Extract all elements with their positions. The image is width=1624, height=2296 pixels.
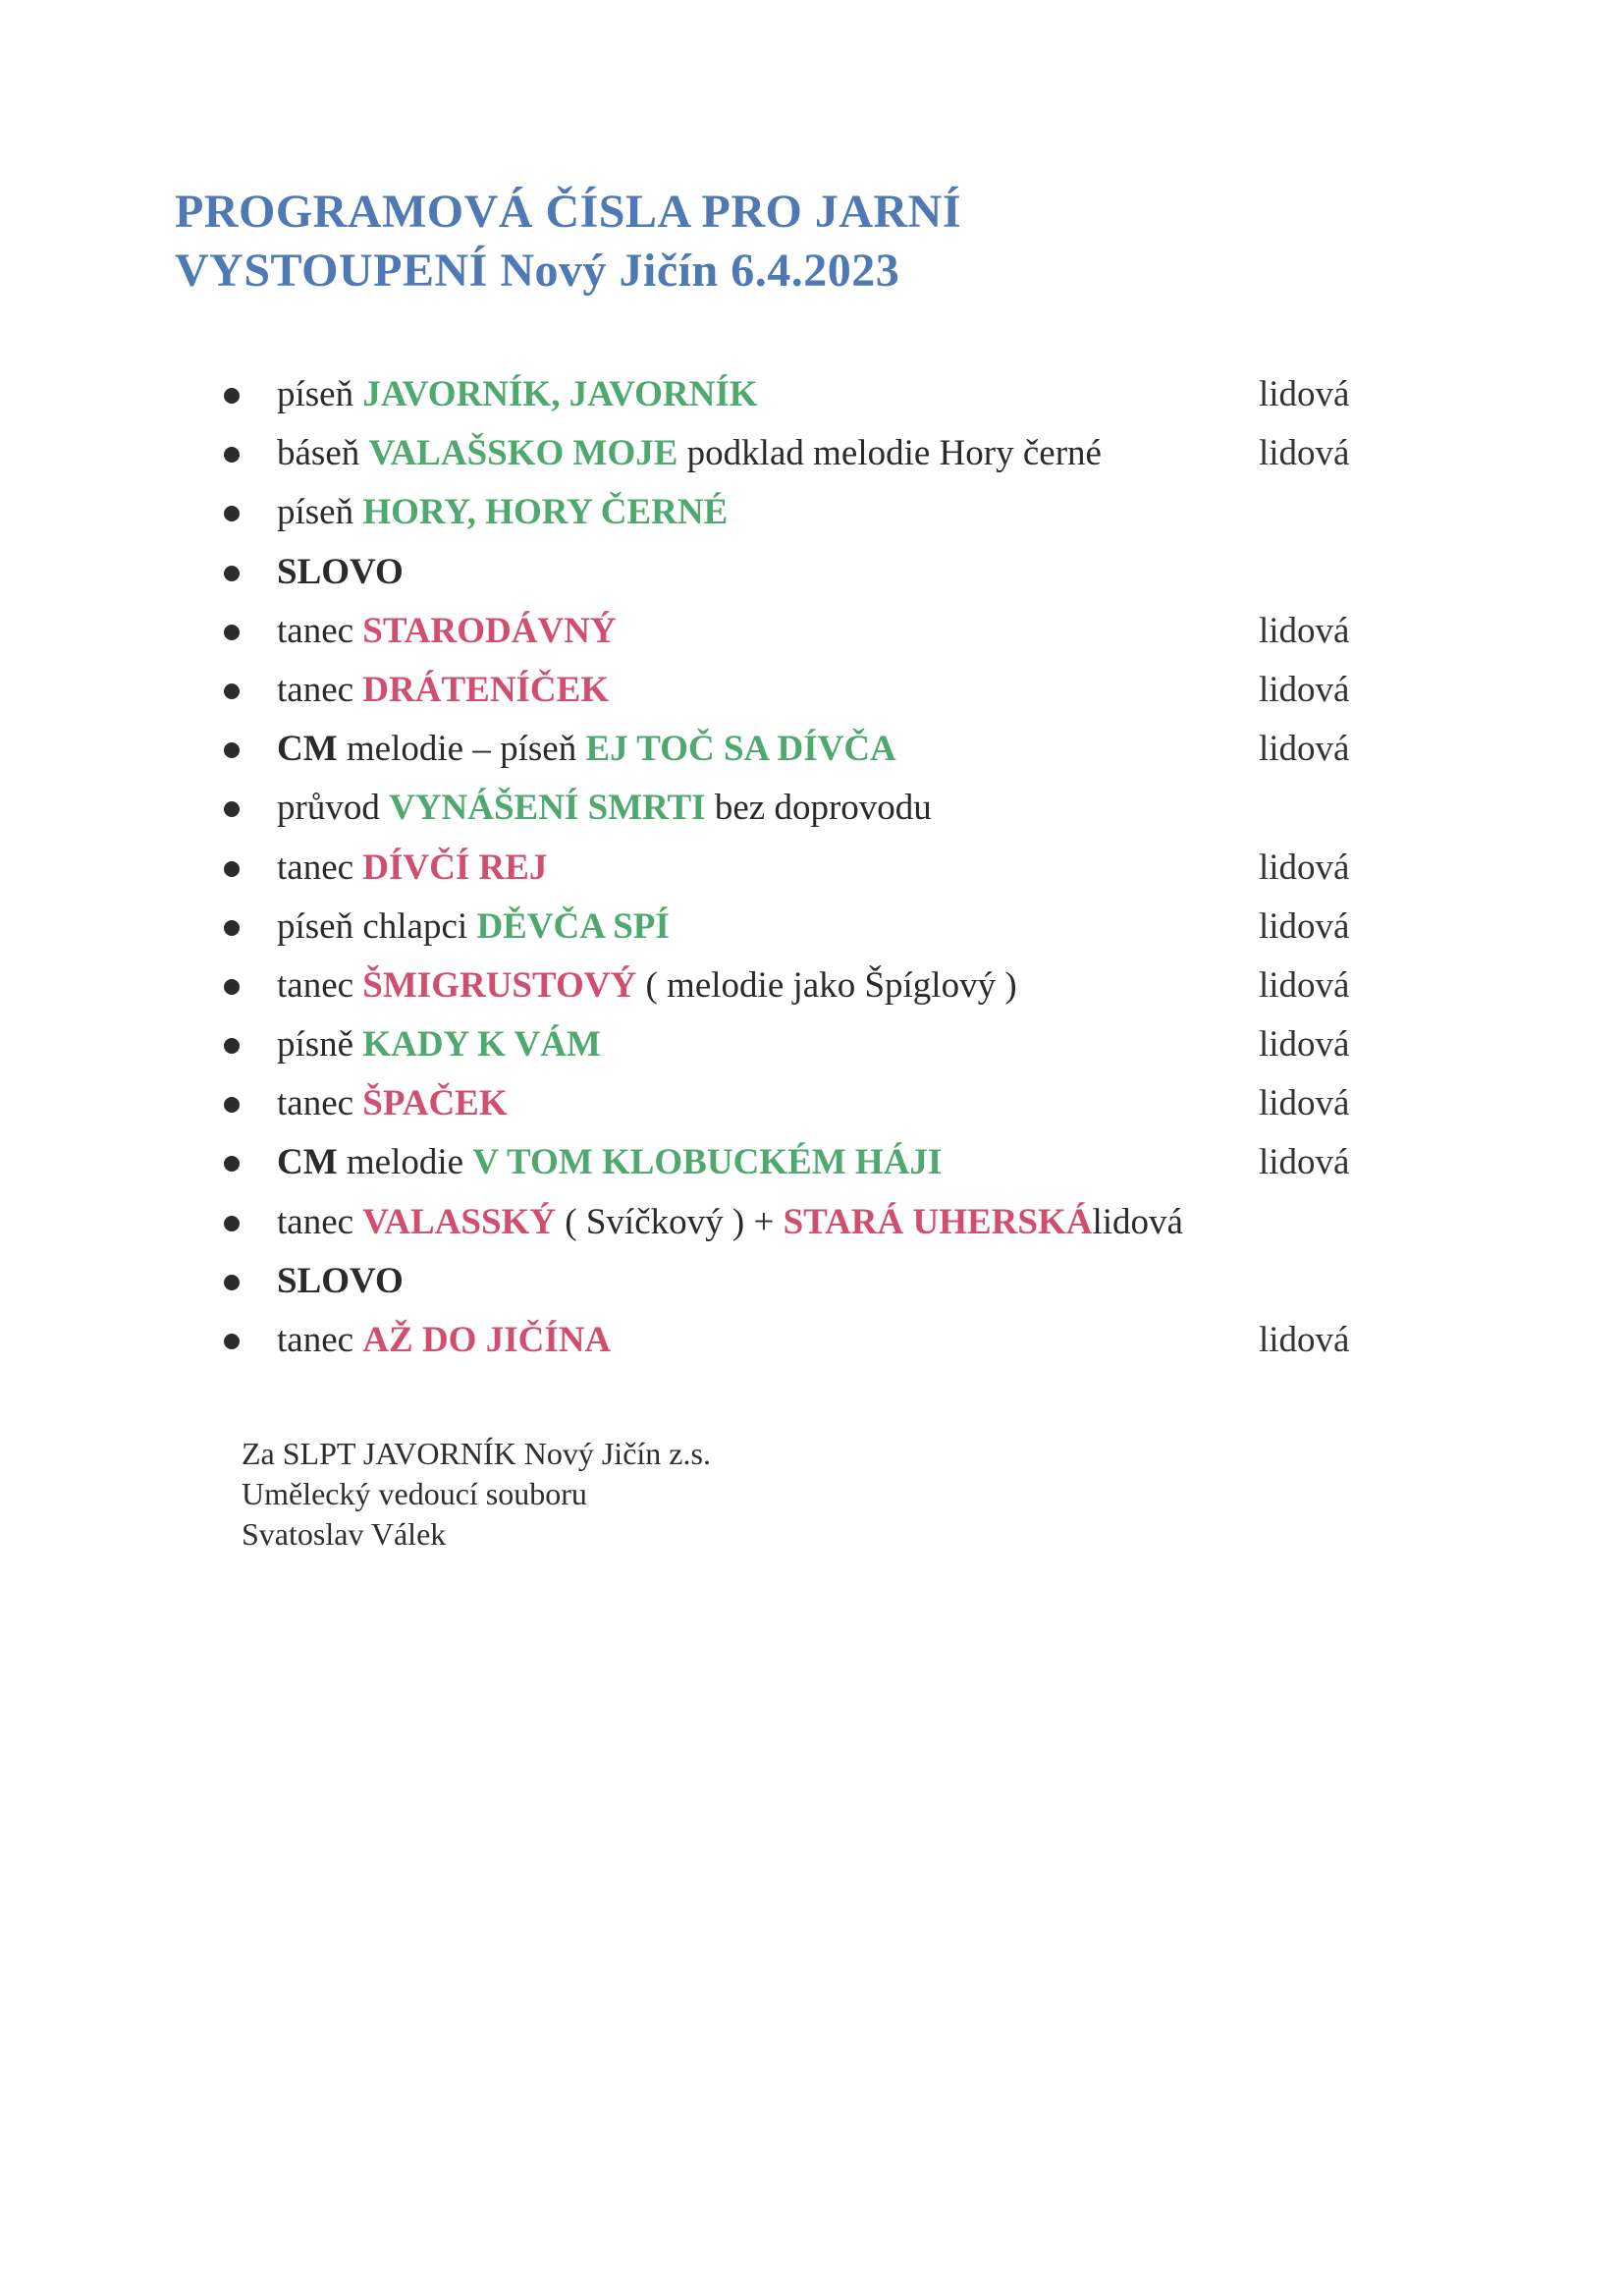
item-label: písně	[277, 1024, 363, 1066]
item-label: ( Svíčkový ) +	[556, 1201, 784, 1242]
bullet-icon	[224, 388, 240, 404]
item-label: bez doprovodu	[705, 788, 932, 829]
item-label: píseň chlapci	[277, 905, 477, 947]
program-item-text	[277, 839, 547, 898]
origin-label: lidová	[1259, 847, 1350, 888]
program-item	[222, 898, 1380, 957]
bullet-icon	[224, 1275, 240, 1290]
item-label: báseň	[277, 433, 369, 474]
bullet-icon	[224, 447, 240, 463]
item-label: tanec	[277, 669, 363, 710]
bullet-icon	[224, 1038, 240, 1054]
program-item-text	[277, 1311, 611, 1370]
origin-label: lidová	[1259, 905, 1350, 947]
item-label: tanec	[277, 1320, 363, 1360]
program-item-text	[277, 1074, 508, 1133]
song-title: V TOM KLOBUCKÉM HÁJI	[472, 1142, 943, 1183]
title-line-1: PROGRAMOVÁ ČÍSLA PRO JARNÍ	[175, 186, 962, 238]
origin-label: lidová	[1259, 374, 1350, 414]
program-item-text	[277, 779, 932, 838]
dance-title: STARÁ UHERSKÁ	[783, 1201, 1093, 1242]
program-item-text	[277, 661, 609, 720]
program-item	[222, 1252, 1380, 1311]
song-title: DĚVČA SPÍ	[476, 905, 670, 947]
bullet-icon	[224, 1156, 240, 1172]
program-item	[222, 365, 1380, 424]
program-item	[222, 1193, 1380, 1252]
item-label: CM	[277, 1142, 338, 1183]
program-item-text	[277, 720, 896, 779]
title-line-2: VYSTOUPENÍ Nový Jičín 6.4.2023	[175, 245, 900, 297]
program-item	[222, 1015, 1380, 1074]
item-label: podklad melodie Hory černé	[677, 433, 1102, 474]
program-item-text	[277, 898, 670, 957]
bullet-icon	[224, 1097, 240, 1113]
program-item-text	[277, 1252, 404, 1311]
item-label: melodie	[337, 1142, 473, 1183]
origin-label: lidová	[1259, 669, 1350, 710]
program-item-text	[277, 602, 617, 661]
song-title: KADY K VÁM	[362, 1024, 601, 1066]
bullet-icon	[224, 506, 240, 521]
item-label: průvod	[277, 788, 390, 829]
signature-name: Svatoslav Válek	[242, 1516, 447, 1552]
origin-label: lidová	[1259, 1320, 1350, 1360]
program-list	[222, 365, 1380, 1370]
page-title	[175, 183, 961, 301]
origin-label: lidová	[1259, 1083, 1350, 1124]
program-item-text	[277, 957, 1017, 1015]
origin-label: lidová	[1259, 433, 1350, 474]
program-item	[222, 779, 1380, 838]
dance-title: STARODÁVNÝ	[362, 610, 617, 651]
program-item	[222, 1311, 1380, 1370]
song-title: HORY, HORY ČERNÉ	[362, 492, 729, 533]
program-item-text	[277, 543, 404, 602]
program-item-text	[277, 1193, 1183, 1252]
origin-label: lidová	[1259, 1142, 1350, 1183]
item-label: SLOVO	[277, 551, 404, 592]
signature-block	[242, 1434, 711, 1555]
dance-title: ŠMIGRUSTOVÝ	[362, 964, 637, 1006]
item-label: tanec	[277, 964, 363, 1006]
bullet-icon	[224, 566, 240, 581]
program-item-text	[277, 424, 1102, 483]
program-item	[222, 720, 1380, 779]
item-label: píseň	[277, 374, 363, 414]
bullet-icon	[224, 683, 240, 699]
bullet-icon	[224, 742, 240, 758]
item-label: tanec	[277, 847, 363, 888]
program-item	[222, 839, 1380, 898]
program-item	[222, 1133, 1380, 1192]
dance-title: DÍVČÍ REJ	[362, 847, 548, 888]
program-item	[222, 1074, 1380, 1133]
item-label: melodie – píseň	[337, 729, 586, 770]
song-title: EJ TOČ SA DÍVČA	[585, 729, 896, 770]
item-label: CM	[277, 729, 338, 770]
program-item	[222, 957, 1380, 1015]
bullet-icon	[224, 920, 240, 936]
bullet-icon	[224, 801, 240, 817]
item-label: SLOVO	[277, 1260, 404, 1301]
signature-organization: Za SLPT JAVORNÍK Nový Jičín z.s.	[242, 1436, 711, 1471]
program-item	[222, 602, 1380, 661]
program-item-text	[277, 1133, 942, 1192]
program-item-text	[277, 483, 728, 542]
song-title: VALAŠSKO MOJE	[368, 433, 678, 474]
origin-label: lidová	[1259, 1024, 1350, 1066]
item-label: lidová	[1092, 1201, 1183, 1242]
item-label: ( melodie jako Špíglový )	[636, 964, 1017, 1006]
bullet-icon	[224, 1334, 240, 1349]
program-item	[222, 483, 1380, 542]
item-label: tanec	[277, 610, 363, 651]
origin-label: lidová	[1259, 729, 1350, 770]
bullet-icon	[224, 861, 240, 877]
dance-title: VALASSKÝ	[362, 1201, 557, 1242]
program-item-text	[277, 1015, 601, 1074]
dance-title: ŠPAČEK	[362, 1083, 508, 1124]
song-title: VYNÁŠENÍ SMRTI	[389, 788, 706, 829]
program-item	[222, 661, 1380, 720]
bullet-icon	[224, 979, 240, 995]
origin-label: lidová	[1259, 964, 1350, 1006]
dance-title: DRÁTENÍČEK	[362, 669, 610, 710]
signature-role: Umělecký vedoucí souboru	[242, 1476, 587, 1511]
dance-title: AŽ DO JIČÍNA	[362, 1320, 612, 1360]
program-item	[222, 424, 1380, 483]
item-label: tanec	[277, 1201, 363, 1242]
item-label: píseň	[277, 492, 363, 533]
bullet-icon	[224, 1216, 240, 1231]
song-title: JAVORNÍK, JAVORNÍK	[362, 374, 758, 414]
program-item-text	[277, 365, 758, 424]
origin-label: lidová	[1259, 610, 1350, 651]
program-item	[222, 543, 1380, 602]
item-label: tanec	[277, 1083, 363, 1124]
bullet-icon	[224, 625, 240, 640]
